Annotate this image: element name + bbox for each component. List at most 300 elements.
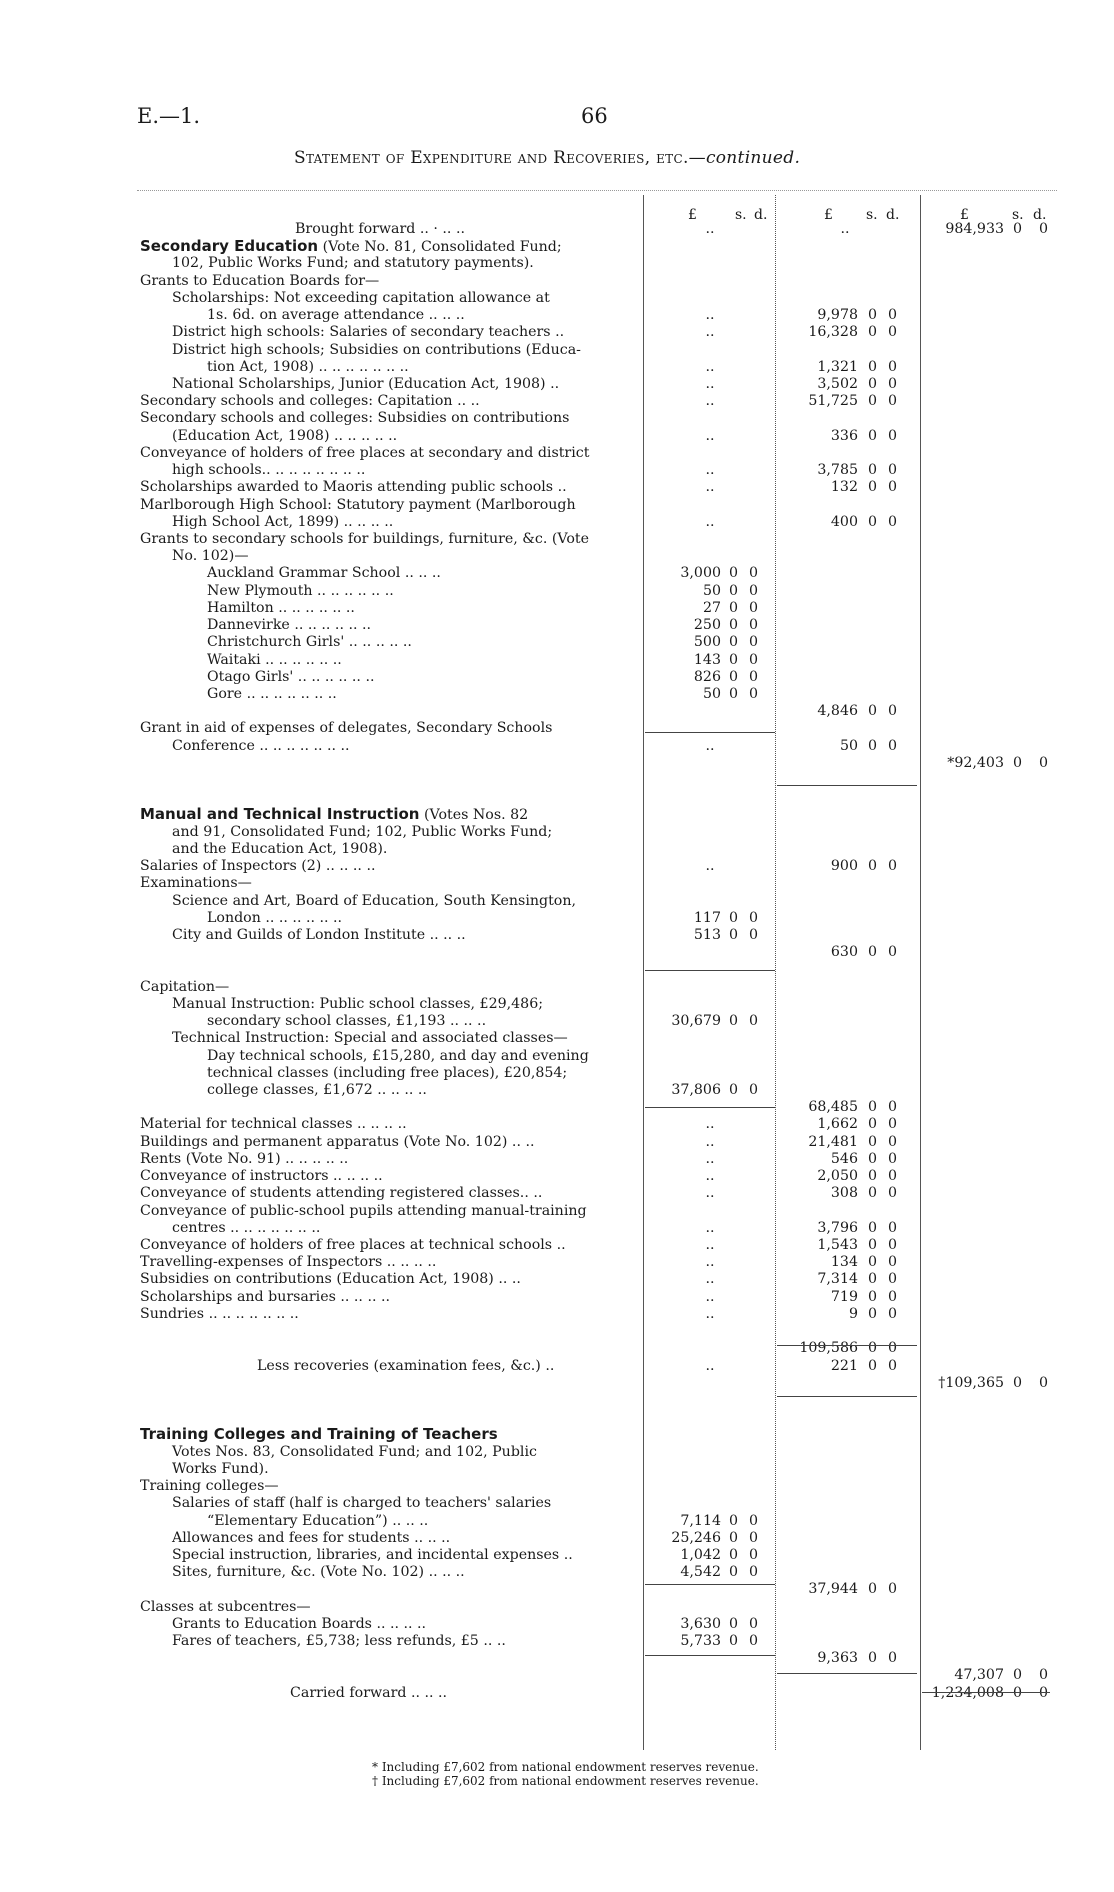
- c2-shillings: 0: [867, 307, 877, 324]
- table-row: [0, 617, 1114, 634]
- c1-pounds: 50: [702, 582, 721, 599]
- row-description: National Scholarships, Junior (Education Act, 1908) ..: [172, 375, 560, 392]
- row-description: 102, Public Works Fund; and statutory payments).: [172, 255, 534, 272]
- page-title: [294, 148, 800, 168]
- c2-pounds: 4,846: [817, 703, 858, 720]
- c2-pounds: 109,586: [799, 1340, 858, 1357]
- subtotal-rule: [922, 1692, 1050, 1693]
- c2-shillings: 0: [867, 358, 877, 375]
- row-description: Works Fund).: [172, 1460, 269, 1477]
- c1-empty-dots: ..: [705, 462, 715, 479]
- table-row: [0, 514, 1114, 531]
- row-description: Rents (Vote No. 91) .. .. .. .. ..: [140, 1150, 349, 1167]
- table-row: [0, 600, 1114, 617]
- c2-shillings: 0: [867, 1219, 877, 1236]
- c2-pence: 0: [887, 358, 897, 375]
- c1-pence: 0: [748, 668, 758, 685]
- section-heading: Training Colleges and Training of Teachers: [140, 1425, 498, 1444]
- c1-shillings: 0: [728, 634, 738, 651]
- c2-pounds: 7,314: [817, 1271, 858, 1288]
- c1-pounds: 7,114: [680, 1512, 721, 1529]
- c1-pounds: 27: [702, 599, 721, 616]
- c1-empty-dots: ..: [705, 375, 715, 392]
- c2-pounds: 3,502: [817, 375, 858, 392]
- row-description: Otago Girls' .. .. .. .. .. ..: [207, 668, 375, 685]
- table-row: [0, 238, 1114, 255]
- c1-pounds: 117: [693, 909, 721, 926]
- subtotal-rule: [777, 785, 917, 786]
- table-row: [0, 927, 1114, 944]
- c2-pounds: 134: [830, 1254, 858, 1271]
- c1-pounds: 5,733: [680, 1633, 721, 1650]
- c2-pence: 0: [887, 1357, 897, 1374]
- row-description: Gore .. .. .. .. .. .. ..: [207, 685, 337, 702]
- table-row: [0, 634, 1114, 651]
- table-row: [0, 1530, 1114, 1547]
- c2-pounds: 719: [830, 1288, 858, 1305]
- col3-pence-header: d.: [1033, 207, 1047, 223]
- c2-pence: 0: [887, 393, 897, 410]
- c1-empty-dots: ..: [705, 1150, 715, 1167]
- table-row: [0, 652, 1114, 669]
- c1-shillings: 0: [728, 1615, 738, 1632]
- c2-pounds: 50: [839, 737, 858, 754]
- row-description: Auckland Grammar School .. .. ..: [207, 565, 441, 582]
- c2-shillings: 0: [867, 1236, 877, 1253]
- table-row: [0, 1358, 1114, 1375]
- row-description: Conveyance of instructors .. .. .. ..: [140, 1168, 383, 1185]
- row-description: Secondary schools and colleges: Subsidies on contributions: [140, 410, 570, 427]
- c2-shillings: 0: [867, 944, 877, 961]
- table-row: [0, 944, 1114, 961]
- c1-shillings: 0: [728, 617, 738, 634]
- c2-pence: 0: [887, 1271, 897, 1288]
- table-row: [0, 1616, 1114, 1633]
- table-row: [0, 290, 1114, 307]
- row-description: college classes, £1,672 .. .. .. ..: [207, 1082, 427, 1098]
- c2-pounds: 16,328: [808, 324, 858, 341]
- c1-empty-dots: ..: [705, 737, 715, 754]
- document-reference: E.—1.: [137, 104, 201, 128]
- c1-shillings: 0: [728, 582, 738, 599]
- table-row: [0, 1547, 1114, 1564]
- c3-pounds: 984,933: [945, 221, 1004, 237]
- col2-shilling-header: s.: [866, 207, 878, 223]
- table-row: [0, 996, 1114, 1013]
- c2-shillings: 0: [867, 1168, 877, 1185]
- c2-pounds: 546: [830, 1150, 858, 1167]
- subtotal-rule: [645, 1655, 775, 1656]
- c2-pounds: 630: [830, 944, 858, 961]
- c1-pence: 0: [748, 617, 758, 634]
- c2-pence: 0: [887, 1116, 897, 1133]
- row-description: Sites, furniture, &c. (Vote No. 102) .. .. ..: [172, 1564, 465, 1581]
- table-row: [0, 1426, 1114, 1443]
- table-row: [0, 255, 1114, 272]
- c1-pence: 0: [748, 1082, 758, 1098]
- c1-empty-dots: ..: [705, 513, 715, 530]
- table-row: [0, 1444, 1114, 1461]
- table-row: [0, 1013, 1114, 1030]
- c3-pence: 0: [1038, 754, 1048, 771]
- table-row: [0, 1461, 1114, 1478]
- table-row: [0, 479, 1114, 496]
- table-row: [0, 1633, 1114, 1650]
- row-description: Grants to secondary schools for buildings, furniture, &c. (Vote: [140, 530, 589, 547]
- c2-pence: 0: [887, 1581, 897, 1598]
- row-description: and the Education Act, 1908).: [172, 840, 388, 857]
- table-row: [0, 410, 1114, 427]
- table-row: [0, 1099, 1114, 1116]
- c1-pence: 0: [748, 1546, 758, 1563]
- row-description: Christchurch Girls' .. .. .. .. ..: [207, 634, 412, 651]
- table-row: [0, 1513, 1114, 1530]
- subtotal-rule: [645, 970, 775, 971]
- c2-pence: 0: [887, 479, 897, 496]
- c1-empty-dots: ..: [705, 1133, 715, 1150]
- table-row: [0, 1375, 1114, 1392]
- c2-pounds: 3,785: [817, 462, 858, 479]
- table-row: [0, 1185, 1114, 1202]
- table-row: [0, 497, 1114, 514]
- row-description: Scholarships and bursaries .. .. .. ..: [140, 1288, 390, 1305]
- table-row: [0, 359, 1114, 376]
- c1-shillings: 0: [728, 565, 738, 582]
- c2-shillings: 0: [867, 1254, 877, 1271]
- c2-shillings: 0: [867, 1357, 877, 1374]
- table-row: [0, 393, 1114, 410]
- row-description: Waitaki .. .. .. .. .. ..: [207, 651, 342, 668]
- col1-pound-header: £: [688, 207, 697, 223]
- c1-empty-dots: ..: [705, 1185, 715, 1202]
- c2-pence: 0: [887, 737, 897, 754]
- c2-pence: 0: [887, 703, 897, 720]
- footnote: * Including £7,602 from national endowment reserves revenue.: [372, 1760, 759, 1774]
- c1-pence: 0: [748, 582, 758, 599]
- c1-shillings: 0: [728, 1546, 738, 1563]
- row-description: Conveyance of students attending registered classes.. ..: [140, 1185, 543, 1202]
- row-description: Grants to Education Boards for—: [140, 272, 380, 289]
- table-row: [0, 858, 1114, 875]
- c1-empty-dots: ..: [705, 1254, 715, 1271]
- table-row: [0, 738, 1114, 755]
- c2-pence: 0: [887, 1133, 897, 1150]
- c2-pounds: 9,363: [817, 1650, 858, 1667]
- section-heading: Secondary Education: [140, 237, 319, 256]
- c2-pence: 0: [887, 1650, 897, 1667]
- row-description: Training colleges—: [140, 1478, 279, 1495]
- table-row: [0, 548, 1114, 565]
- table-row: [0, 755, 1114, 772]
- table-row: [0, 342, 1114, 359]
- c3-shillings: 0: [1012, 1374, 1022, 1391]
- col1-shilling-header: s.: [735, 207, 747, 223]
- c1-empty-dots: ..: [705, 324, 715, 341]
- c2-shillings: 0: [867, 375, 877, 392]
- c1-shillings: 0: [728, 927, 738, 944]
- c2-shillings: 0: [867, 479, 877, 496]
- table-row: [0, 1323, 1114, 1340]
- row-description: Subsidies on contributions (Education Act, 1908) .. ..: [140, 1271, 521, 1288]
- c3-shillings: 0: [1012, 1667, 1022, 1684]
- c2-shillings: 0: [867, 462, 877, 479]
- c1-empty-dots: ..: [705, 427, 715, 444]
- c2-pounds: 68,485: [808, 1099, 858, 1116]
- c1-pounds: 3,000: [680, 565, 721, 582]
- row-description: Grant in aid of expenses of delegates, Secondary Schools: [140, 720, 553, 737]
- c1-pounds: 500: [693, 634, 721, 651]
- c2-pence: 0: [887, 944, 897, 961]
- table-row: [0, 686, 1114, 703]
- table-row: [0, 1271, 1114, 1288]
- c2-pounds: 400: [830, 513, 858, 530]
- c2-pence: 0: [887, 513, 897, 530]
- table-row: [0, 221, 1114, 238]
- table-row: [0, 1564, 1114, 1581]
- c1-pence: 0: [748, 565, 758, 582]
- row-description: Dannevirke .. .. .. .. .. ..: [207, 617, 372, 634]
- table-row: [0, 1478, 1114, 1495]
- table-row: [0, 789, 1114, 806]
- row-description: Secondary schools and colleges: Capitation .. ..: [140, 393, 480, 410]
- table-row: [0, 875, 1114, 892]
- c2-shillings: 0: [867, 324, 877, 341]
- c3-shillings: 0: [1012, 221, 1022, 237]
- c2-shillings: 0: [867, 1116, 877, 1133]
- row-description: Material for technical classes .. .. .. ..: [140, 1116, 407, 1133]
- row-description: District high schools; Subsidies on contributions (Educa-: [172, 341, 581, 358]
- c1-pounds: 3,630: [680, 1615, 721, 1632]
- col3-pound-header: £: [960, 207, 969, 223]
- page-title-caps: Statement of Expenditure and Recoveries, etc.: [294, 148, 689, 168]
- c1-empty-dots: ..: [705, 358, 715, 375]
- row-description: High School Act, 1899) .. .. .. ..: [172, 513, 394, 530]
- row-description: “Elementary Education”) .. .. ..: [207, 1512, 429, 1529]
- c1-empty-dots: ..: [705, 307, 715, 324]
- c1-empty-dots: ..: [705, 1357, 715, 1374]
- subtotal-rule: [645, 1584, 775, 1585]
- row-description: 1s. 6d. on average attendance .. .. ..: [207, 307, 465, 324]
- table-row: [0, 1220, 1114, 1237]
- table-row: [0, 1030, 1114, 1047]
- row-description: high schools.. .. .. .. .. .. .. ..: [172, 462, 366, 479]
- section-heading: Manual and Technical Instruction: [140, 805, 420, 824]
- subtotal-rule: [645, 732, 775, 733]
- c2-pounds: 21,481: [808, 1133, 858, 1150]
- table-row: [0, 1254, 1114, 1271]
- c1-empty-dots: ..: [705, 1116, 715, 1133]
- c3-shillings: 0: [1012, 754, 1022, 771]
- c2-shillings: 0: [867, 1150, 877, 1167]
- c2-pence: 0: [887, 1099, 897, 1116]
- c1-pounds: 250: [693, 617, 721, 634]
- table-row: [0, 703, 1114, 720]
- row-description: Science and Art, Board of Education, South Kensington,: [172, 892, 576, 909]
- table-row: [0, 806, 1114, 823]
- c1-pence: 0: [748, 909, 758, 926]
- c1-shillings: 0: [728, 599, 738, 616]
- table-row: [0, 1599, 1114, 1616]
- c1-empty-dots: ..: [705, 1288, 715, 1305]
- row-description: Conveyance of public-school pupils attending manual-training: [140, 1202, 587, 1219]
- table-row: [0, 1237, 1114, 1254]
- row-description: secondary school classes, £1,193 .. .. ..: [207, 1013, 487, 1030]
- row-description: Conference .. .. .. .. .. .. ..: [172, 737, 350, 754]
- c1-empty-dots: ..: [705, 221, 715, 237]
- c2-pence: 0: [887, 1168, 897, 1185]
- table-row: [0, 910, 1114, 927]
- table-row: [0, 1082, 1114, 1099]
- c3-pounds: †109,365: [938, 1374, 1004, 1391]
- table-row: [0, 324, 1114, 341]
- table-row: [0, 1685, 1114, 1702]
- c1-empty-dots: ..: [705, 1236, 715, 1253]
- header-rule: [137, 190, 1057, 191]
- row-description: Travelling-expenses of Inspectors .. .. .. ..: [140, 1254, 437, 1271]
- row-description: Conveyance of holders of free places at secondary and district: [140, 444, 590, 461]
- c3-pence: 0: [1038, 221, 1048, 237]
- table-row: [0, 893, 1114, 910]
- c2-pence: 0: [887, 1150, 897, 1167]
- c2-pence: 0: [887, 1288, 897, 1305]
- c2-pence: 0: [887, 1185, 897, 1202]
- table-row: [0, 1151, 1114, 1168]
- c2-pence: 0: [887, 1219, 897, 1236]
- row-description: Conveyance of holders of free places at technical schools ..: [140, 1236, 566, 1253]
- table-row: [0, 583, 1114, 600]
- c2-pence: 0: [887, 1236, 897, 1253]
- row-description: London .. .. .. .. .. ..: [207, 909, 343, 926]
- c1-pounds: 37,806: [671, 1082, 721, 1098]
- c2-pence: 0: [887, 462, 897, 479]
- c2-pounds: 221: [830, 1357, 858, 1374]
- c2-shillings: 0: [867, 1271, 877, 1288]
- c1-empty-dots: ..: [705, 1219, 715, 1236]
- row-description: technical classes (including free places), £20,854;: [207, 1064, 568, 1081]
- c2-shillings: 0: [867, 427, 877, 444]
- c3-pounds: *92,403: [947, 754, 1004, 771]
- c2-pence: 0: [887, 324, 897, 341]
- row-description: Brought forward .. · .. ..: [295, 221, 465, 237]
- table-row: [0, 669, 1114, 686]
- row-description: No. 102)—: [172, 548, 249, 565]
- c1-pence: 0: [748, 1013, 758, 1030]
- c2-pence: 0: [887, 307, 897, 324]
- c1-pence: 0: [748, 634, 758, 651]
- c2-pounds: 51,725: [808, 393, 858, 410]
- c2-shillings: 0: [867, 513, 877, 530]
- c1-empty-dots: ..: [705, 858, 715, 875]
- row-description: Scholarships: Not exceeding capitation allowance at: [172, 289, 550, 306]
- table-row: [0, 1289, 1114, 1306]
- c2-pence: 0: [887, 1305, 897, 1322]
- row-description: Examinations—: [140, 875, 252, 892]
- col1-pence-header: d.: [754, 207, 768, 223]
- c1-empty-dots: ..: [705, 479, 715, 496]
- table-row: [0, 961, 1114, 978]
- c1-shillings: 0: [728, 1633, 738, 1650]
- c2-shillings: 0: [867, 1650, 877, 1667]
- c2-pounds: 1,543: [817, 1236, 858, 1253]
- c2-pounds: 9: [848, 1305, 858, 1322]
- c1-shillings: 0: [728, 1512, 738, 1529]
- row-description: District high schools: Salaries of secondary teachers ..: [172, 324, 565, 341]
- c2-pence: 0: [887, 1340, 897, 1357]
- c2-shillings: 0: [867, 1288, 877, 1305]
- table-row: [0, 772, 1114, 789]
- row-description: Manual Instruction: Public school classes, £29,486;: [172, 995, 544, 1012]
- c2-shillings: 0: [867, 1099, 877, 1116]
- table-row: [0, 1392, 1114, 1409]
- table-row: [0, 1203, 1114, 1220]
- row-description: Scholarships awarded to Maoris attending public schools ..: [140, 479, 567, 496]
- row-description: Classes at subcentres—: [140, 1598, 311, 1615]
- c3-pence: 0: [1038, 1374, 1048, 1391]
- c1-shillings: 0: [728, 668, 738, 685]
- c1-pounds: 513: [693, 927, 721, 944]
- subtotal-rule: [777, 1673, 917, 1674]
- row-description: and 91, Consolidated Fund; 102, Public Works Fund;: [172, 823, 553, 840]
- row-description: centres .. .. .. .. .. .. ..: [172, 1219, 321, 1236]
- row-description: Salaries of staff (half is charged to teachers' salaries: [172, 1495, 552, 1512]
- c1-pence: 0: [748, 1512, 758, 1529]
- c1-shillings: 0: [728, 1082, 738, 1098]
- c3-pence: 0: [1038, 1684, 1048, 1701]
- table-row: [0, 376, 1114, 393]
- c1-empty-dots: ..: [705, 1168, 715, 1185]
- table-row: [0, 1134, 1114, 1151]
- table-row: [0, 445, 1114, 462]
- c1-pence: 0: [748, 1615, 758, 1632]
- c1-pounds: 1,042: [680, 1546, 721, 1563]
- c2-pounds: 132: [830, 479, 858, 496]
- c2-shillings: 0: [867, 1581, 877, 1598]
- c2-pounds: 1,662: [817, 1116, 858, 1133]
- c2-shillings: 0: [867, 858, 877, 875]
- c1-pence: 0: [748, 599, 758, 616]
- row-description: Secondary Education (Vote No. 81, Consolidated Fund;: [140, 237, 562, 256]
- c3-pence: 0: [1038, 1667, 1048, 1684]
- c1-pounds: 25,246: [671, 1529, 721, 1546]
- c1-pounds: 4,542: [680, 1564, 721, 1581]
- c1-pence: 0: [748, 651, 758, 668]
- c2-pounds: 2,050: [817, 1168, 858, 1185]
- c2-pounds: 900: [830, 858, 858, 875]
- row-description: tion Act, 1908) .. .. .. .. .. .. ..: [207, 358, 409, 375]
- row-description: Buildings and permanent apparatus (Vote No. 102) .. ..: [140, 1133, 535, 1150]
- c1-pence: 0: [748, 1564, 758, 1581]
- subtotal-rule: [777, 1345, 917, 1346]
- c1-pence: 0: [748, 927, 758, 944]
- table-row: [0, 1667, 1114, 1684]
- c2-pence: 0: [887, 375, 897, 392]
- c1-shillings: 0: [728, 909, 738, 926]
- c2-pounds: 3,796: [817, 1219, 858, 1236]
- subtotal-rule: [645, 1107, 775, 1108]
- row-description: New Plymouth .. .. .. .. .. ..: [207, 582, 394, 599]
- c1-shillings: 0: [728, 1013, 738, 1030]
- row-description: (Education Act, 1908) .. .. .. .. ..: [172, 427, 398, 444]
- c3-pounds: 47,307: [954, 1667, 1004, 1684]
- table-row: [0, 531, 1114, 548]
- c3-shillings: 0: [1012, 1684, 1022, 1701]
- c2-pounds: 1,321: [817, 358, 858, 375]
- c1-empty-dots: ..: [705, 1305, 715, 1322]
- c1-pounds: 30,679: [671, 1013, 721, 1030]
- table-row: [0, 1306, 1114, 1323]
- table-row: [0, 462, 1114, 479]
- c2-pence: 0: [887, 858, 897, 875]
